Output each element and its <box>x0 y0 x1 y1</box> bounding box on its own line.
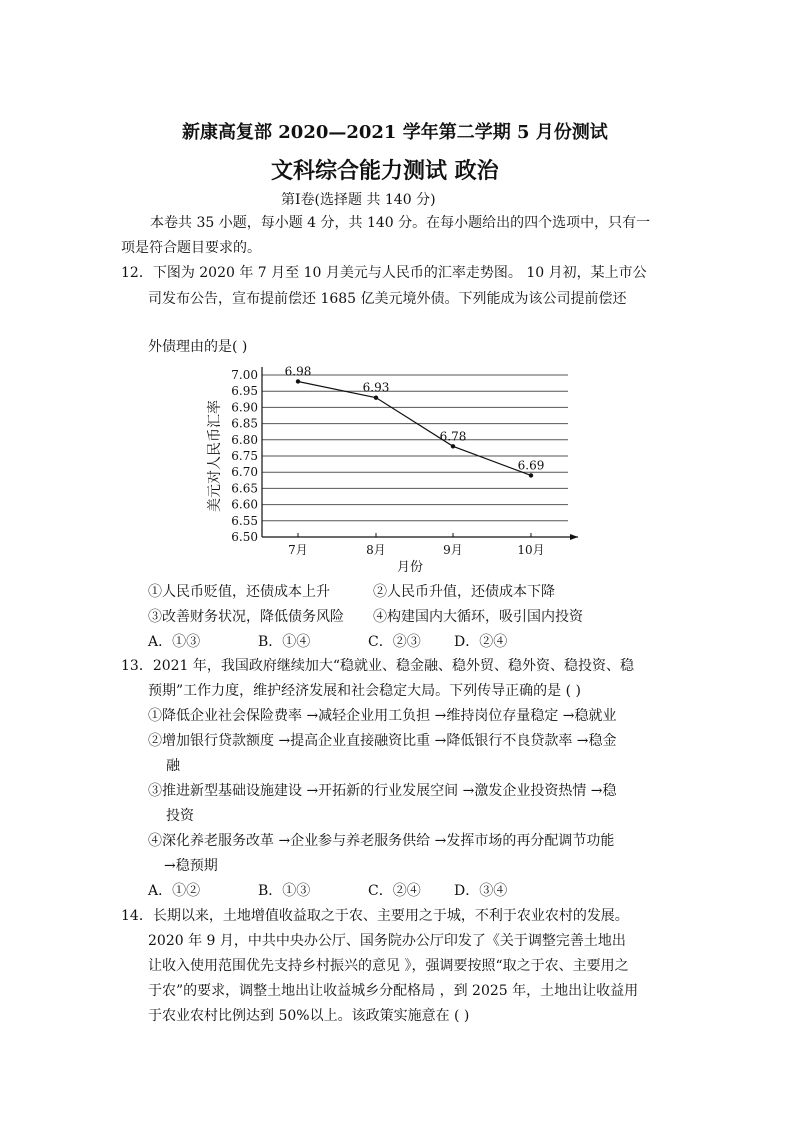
data-label: 6.98 <box>284 364 312 379</box>
q13-option-2: ②增加银行贷款额度 →提高企业直接融资比重 →降低银行不良贷款率 →稳金 <box>148 733 617 749</box>
q12-line-2: 司发布公告，宣布提前偿还 1685 亿美元境外债。下列能成为该公司提前偿还 <box>148 291 627 307</box>
data-label: 6.69 <box>517 458 545 473</box>
q12-answer-b: B．①④ <box>258 634 311 650</box>
q13-option-4-cont: →稳预期 <box>164 858 218 874</box>
q13-option-3: ③推进新型基础设施建设 →开拓新的行业发展空间 →激发企业投资热情 →稳 <box>148 783 617 799</box>
exam-title: 新康高复部 2020—2021 学年第二学期 5 月份测试 <box>182 122 608 143</box>
q12-line-1: 12．下图为 2020 年 7 月至 10 月美元与人民币的汇率走势图。 10 月初，某上市公 <box>121 265 647 281</box>
chart-axes <box>262 367 578 540</box>
intro-line-2: 项是符合题目要求的。 <box>121 240 261 256</box>
section-heading: 第Ⅰ卷(选择题 共 140 分) <box>281 192 436 208</box>
q13-option-3-cont: 投资 <box>166 808 194 824</box>
y-tick-label: 6.70 <box>231 465 258 480</box>
y-tick-label: 6.55 <box>231 513 258 528</box>
q12-option-1: ①人民币贬值，还债成本上升 <box>148 584 330 600</box>
exam-subtitle: 文科综合能力测试 政治 <box>271 158 499 184</box>
q13-answer-a: A．①② <box>148 883 201 899</box>
y-axis-label: 美元对人民币汇率 <box>207 400 223 512</box>
q13-answer-b: B．①③ <box>258 883 311 899</box>
q12-answer-d: D．②④ <box>454 634 508 650</box>
series-line <box>298 381 531 475</box>
data-point <box>374 395 378 399</box>
y-tick-label: 6.80 <box>231 432 258 447</box>
q14-line-3: 让收入使用范围优先支持乡村振兴的意见 》，强调要按照“取之于农、主要用之 <box>148 958 629 974</box>
q12-answer-c: C．②③ <box>368 634 421 650</box>
q13-answer-d: D．③④ <box>454 883 508 899</box>
q14-line-1: 14．长期以来，土地增值收益取之于农、主要用之于城，不利于农业农村的发展。 <box>121 908 629 924</box>
q12-line-3: 外债理由的是( ) <box>148 339 248 355</box>
y-tick-label: 6.65 <box>231 481 258 496</box>
q13-option-4: ④深化养老服务改革 →企业参与养老服务供给 →发挥市场的再分配调节功能 <box>148 833 615 849</box>
x-tick-label: 9月 <box>443 543 463 557</box>
y-tick-label: 6.85 <box>231 416 258 431</box>
y-axis-ticks <box>231 368 258 544</box>
x-axis-label: 月份 <box>396 560 424 575</box>
data-point <box>529 473 533 477</box>
q12-option-2: ②人民币升值，还债成本下降 <box>373 584 555 600</box>
data-label: 6.93 <box>362 380 390 395</box>
q12-option-4: ④构建国内大循环，吸引国内投资 <box>373 609 583 625</box>
y-tick-label: 6.90 <box>231 400 258 415</box>
data-point <box>296 379 300 383</box>
q13-line-1: 13．2021 年，我国政府继续加大“稳就业、稳金融、稳外贸、稳外资、稳投资、稳 <box>121 658 635 674</box>
data-point <box>451 444 455 448</box>
q12-option-3: ③改善财务状况，降低债务风险 <box>148 609 344 625</box>
exchange-rate-chart <box>200 355 590 577</box>
q13-answer-c: C．②④ <box>368 883 421 899</box>
y-tick-label: 6.95 <box>231 384 258 399</box>
q14-line-2: 2020 年 9 月，中共中央办公厅、国务院办公厅印发了《关于调整完善土地出 <box>148 933 626 949</box>
x-axis-arrow <box>570 534 578 540</box>
intro-line-1: 本卷共 35 小题，每小题 4 分，共 140 分。在每小题给出的四个选项中，只有一 <box>150 215 651 231</box>
y-tick-label: 6.75 <box>231 449 258 463</box>
q12-answer-a: A．①③ <box>148 634 201 650</box>
q13-option-2-cont: 融 <box>166 758 180 774</box>
chart-gridlines <box>262 375 568 521</box>
x-tick-label: 7月 <box>288 543 308 557</box>
y-tick-label: 6.60 <box>231 497 258 512</box>
q13-line-2: 预期”工作力度，维护经济发展和社会稳定大局。下列传导正确的是 ( ) <box>148 683 581 699</box>
q13-option-1: ①降低企业社会保险费率 →减轻企业用工负担 →维持岗位存量稳定 →稳就业 <box>148 708 617 724</box>
q14-line-4: 于农”的要求，调整土地出让收益城乡分配格局 ，到 2025 年，土地出让收益用 <box>148 983 639 999</box>
y-tick-label: 7.00 <box>231 368 258 382</box>
x-tick-label: 8月 <box>366 543 386 557</box>
data-label: 6.78 <box>439 429 467 444</box>
q14-line-5: 于农业农村比例达到 50%以上。该政策实施意在 ( ) <box>148 1008 470 1024</box>
y-tick-label: 6.50 <box>231 530 258 544</box>
rate-series <box>296 379 533 477</box>
x-tick-label: 10月 <box>517 543 545 557</box>
